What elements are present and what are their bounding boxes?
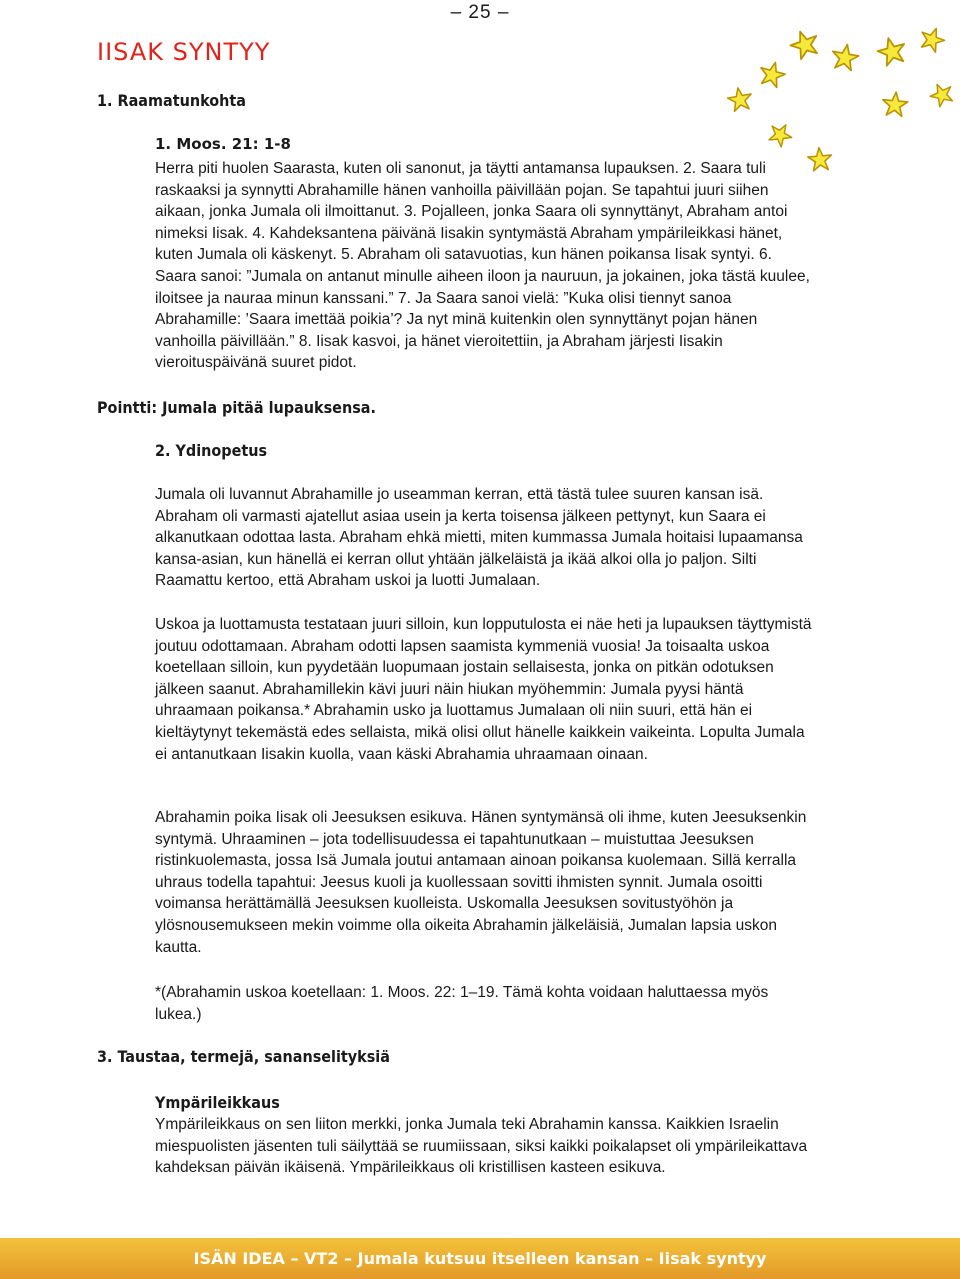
star-icon: [726, 86, 753, 112]
star-icon: [830, 42, 860, 71]
section-heading-background: 3. Taustaa, termejä, sananselityksiä: [97, 1047, 390, 1066]
star-icon: [765, 119, 795, 149]
teaching-paragraph: Uskoa ja luottamusta testataan juuri silloin, kun lopputulosta ei näe heti ja lupauksen täyttymistä joutuu odottamaan. Abraham odotti lapsen saamista kymmeniä vuosia! Ja toisaalta uskoa koetellaan silloin, kun pyydetään luopumaan jostain sellaisesta, jonka on pitkän odotuksen jälkeen saanut. Abrahamillekin kävi juuri näin hiukan myöhemmin: Jumala pyysi häntä uhraamaan poikansa.* Abrahamin usko ja luottamus Jumalaan oli niin suuri, että hän ei kieltäytynyt tekemästä edes sellaista, mikä olisi ollut hänelle kaikkein vaikeinta. Lopulta Jumala ei antanutkaan Iisakin kuolla, vaan käski Abrahamia uhraamaan oinaan.: [155, 616, 812, 763]
point-statement: Pointti: Jumala pitää lupauksensa.: [97, 398, 376, 417]
page-title: IISAK SYNTYY: [97, 38, 271, 66]
stars-decoration: [720, 20, 960, 180]
footnote-paragraph: *(Abrahamin uskoa koetellaan: 1. Moos. 22: 1–19. Tämä kohta voidaan haluttaessa myös lukea.): [155, 984, 769, 1023]
section-heading-core-teaching: 2. Ydinopetus: [155, 441, 268, 460]
star-icon: [875, 35, 908, 67]
term-definition: Ympärileikkaus on sen liiton merkki, jonka Jumala teki Abrahamin kanssa. Kaikkien Israelin miespuolisten jäsenten tuli säilyttää se ruumiissaan, siksi kaikki poikalapset oli ympärileikattava kahdeksan päivän ikäisenä. Ympärileikkaus oli kristillisen kasteen esikuva.: [155, 1116, 808, 1177]
page-number: – 25 –: [450, 2, 510, 23]
star-icon: [927, 80, 956, 109]
star-icon: [757, 59, 787, 88]
footer-bar: [0, 1238, 960, 1279]
star-icon: [787, 27, 822, 61]
teaching-paragraph: Jumala oli luvannut Abrahamille jo useamman kerran, että tästä tulee suuren kansan isä. Abraham oli varmasti ajatellut asiaa usein ja kerta toisensa jälkeen pettynyt, kun Saara ei alkanutkaan odottaa lasta. Abraham ehkä mietti, miten kummassa Jumala hoitaisi lupaamansa kansa-asian, kun hänellä ei kerran ollut yhtään jälkeläistä ja ikää alkoi olla jo paljon. Silti Raamattu kertoo, että Abraham uskoi ja luotti Jumalaan.: [155, 486, 803, 590]
section-heading-bible-text: 1. Raamatunkohta: [97, 91, 246, 110]
teaching-paragraph: Abrahamin poika Iisak oli Jeesuksen esikuva. Hänen syntymänsä oli ihme, kuten Jeesuksenkin syntymä. Uhraaminen – jota todellisuudessa ei tapahtunutkaan – muistuttaa Jeesuksen ristinkuolemasta, jossa Isä Jumala joutui antamaan ainoan poikansa kuolemaan. Sillä kerralla uhraus todella tapahtui: Jeesus kuoli ja kuollessaan sovitti ihmisten synnit. Jumala osoitti voimansa herättämällä Jeesuksen kuolleista. Uskomalla Jeesuksen sovitustyöhön ja ylösnousemukseen mekin voimme olla oikeita Abrahamin jälkeläisiä, Jumalan lapsia uskon kautta.: [155, 809, 807, 956]
star-icon: [882, 91, 909, 117]
bible-reference: 1. Moos. 21: 1-8: [155, 135, 291, 153]
term-heading: Ympärileikkaus: [155, 1093, 280, 1112]
footer-text: ISÄN IDEA – VT2 – Jumala kutsuu itselleen kansan – Iisak syntyy: [193, 1249, 767, 1268]
bible-text: Herra piti huolen Saarasta, kuten oli sanonut, ja täytti antamansa lupauksen. 2. Saara tuli raskaaksi ja synnytti Abrahamille hänen vanhoilla päivillään pojan. Se tapahtui juuri siihen aikaan, jonka Jumala oli ilmoittanut. 3. Pojalleen, jonka Saara oli synnyttänyt, Abraham antoi nimeksi Iisak. 4. Kahdeksantena päivänä Iisakin syntymästä Abraham ympärileikkasi hänet, kuten Jumala oli käskenyt. 5. Abraham oli satavuotias, kun hänen poikansa Iisak syntyi. 6. Saara sanoi: ”Jumala on antanut minulle aiheen iloon ja nauruun, ja jokainen, joka tästä kuulee, iloitsee ja nauraa minun kanssani.” 7. Ja Saara sanoi vielä: ”Kuka olisi tiennyt sanoa Abrahamille: ’Saara imettää poikia’? Ja nyt minä kuitenkin olen synnyttänyt pojan hänen vanhoilla päivillään.” 8. Iisak kasvoi, ja hänet vieroitettiin, ja Abraham järjesti Iisakin vieroituspäivänä suuret pidot.: [155, 160, 810, 372]
star-icon: [917, 24, 947, 53]
